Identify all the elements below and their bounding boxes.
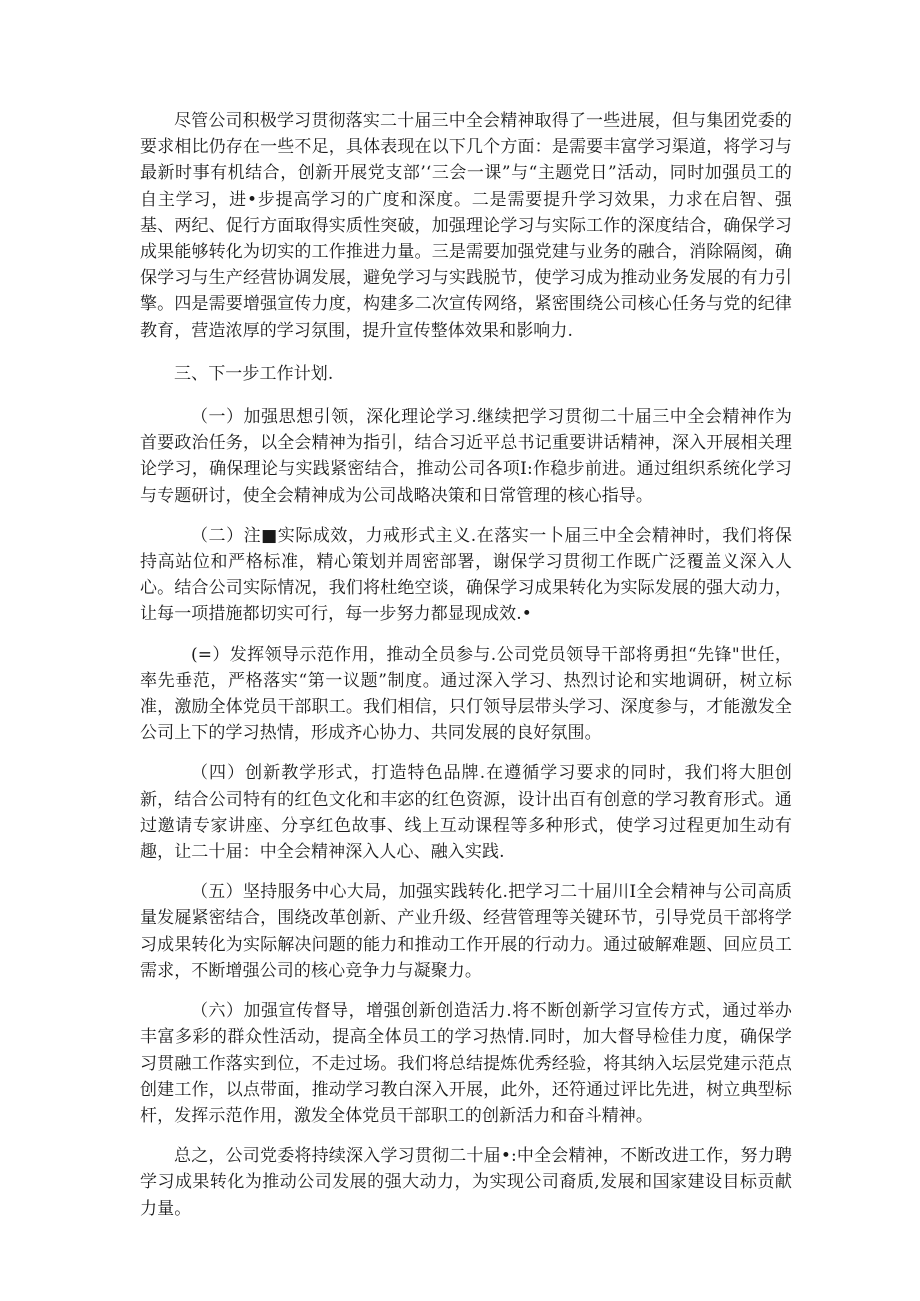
- document-body: [140, 108, 792, 1222]
- plan-item-2: （二）注■实际成效，力戒形式主义.在落实一卜届三中全会精神时，我们将保持高站位和严格标准，精心策划并周密部署，谢保学习贯彻工作既广泛覆盖义深入人心。结合公司实际情况，我们将杜绝空谈，确保学习成果转化为实际发展的强大动力，让每一项措施都切实可行，每一步努力都显现成效.•: [140, 525, 792, 625]
- plan-item-1: （一）加强思想引领，深化理论学习.继续把学习贯彻二十届三中全会精神作为首要政治任务，以全会精神为指引，结合习近平总书记重要讲话精神，深入开展相关理论学习，确保理论与实践紧密结合，推动公司各项I:作稳步前进。通过组织系统化学习与专题研讨，使全会精神成为公司战略决策和日常管理的核心指导。: [140, 407, 792, 506]
- plan-item-3: (=）发挥领导示范作用，推动全员参与.公司党员领导干部将勇担“先锋"世任，率先垂范，严格落实“第一议题”制度。通过深入学习、热烈讨论和实地调研，树立标准，激励全体党员干部职工。我们相信，只仃领导层带头学习、深度参与，才能激发全公司上下的学习热情，形成齐心协力、共同发展的良好氛围。: [140, 644, 792, 744]
- plan-item-5: （五）坚持服务中心大局，加强实践转化.把学习二十届川I全会精神与公司高质量发屣紧密结合，围绕改革创新、产业升级、经营管理等关键环节，引导党员干部将学习成果转化为实际解决问题的能力和推动工作开展的行动力。通过破解难题、回应员工需求，不断增强公司的核心竞争力与凝聚力。: [140, 882, 792, 981]
- plan-item-4: （四）创新教学形式，打造特色品牌.在遵循学习要求的同时，我们将大胆创新，结合公司特有的红色文化和丰宓的红色资源，设计出百有创意的学习教育形式。通过邀请专家讲座、分享红色故事、线上互动课程等多种形式，使学习过程更加生动有趣，让二十届：中全会精神深入人心、融入实践.: [140, 763, 792, 863]
- section-heading: 三、下一步工作计划.: [174, 363, 334, 384]
- plan-item-6: （六）加强宣传督导，增强创新创造活力.将不断创新学习宣传方式，通过举办丰富多彩的群众性活动，提高全体员工的学习热情.同时，加大督导检佳力度，确保学习贯融工作落实到位，不走过场。我们将总结提炼优秀经验，将其纳入坛层党建示范点创建工作，以点带面，推动学习教白深入开展，此外，还符通过评比先进，树立典型标杆，发挥示范作用，激发全体党员干部职工的创新活力和奋斗精神。: [140, 1001, 792, 1126]
- intro-paragraph: 尽管公司积极学习贯彻落实二十届三中全会精神取得了一些进展，但与集团党委的要求相比仍存在一些不足，具体表现在以下几个方面：是需要丰富学习渠道，将学习与最新时事有机结合，创新开展党支部’‘三会一课”与“主题党日”活动，同时加强员工的自主学习，进•步提高学习的广度和深度。二是需要提升学习效果，力求在启智、强基、两纪、促行方面取得实质性突破，加强理论学习与实际工作的深度结合，确保学习成果能够转化为切实的工作推进力量。三是需要加强党建与业务的融合，消除隔阂，确保学习与生产经营协调发展，避免学习与实践脱节，使学习成为推动业务发展的有力引擎。四是需要增强宣传力度，构建多二次宣传网络，紧密围绕公司核心任务与党的纪律教育，营造浓厚的学习氛围，提升宣传整体效果和影响力.: [140, 111, 792, 341]
- summary-paragraph: 总之，公司党委将持续深入学习贯彻二十届•:中全会精神，不断改进工作，努力聘学习成果转化为推动公司发展的强大动力，为实现公司裔质,发展和国家建设目标贡献力量。: [140, 1146, 792, 1219]
